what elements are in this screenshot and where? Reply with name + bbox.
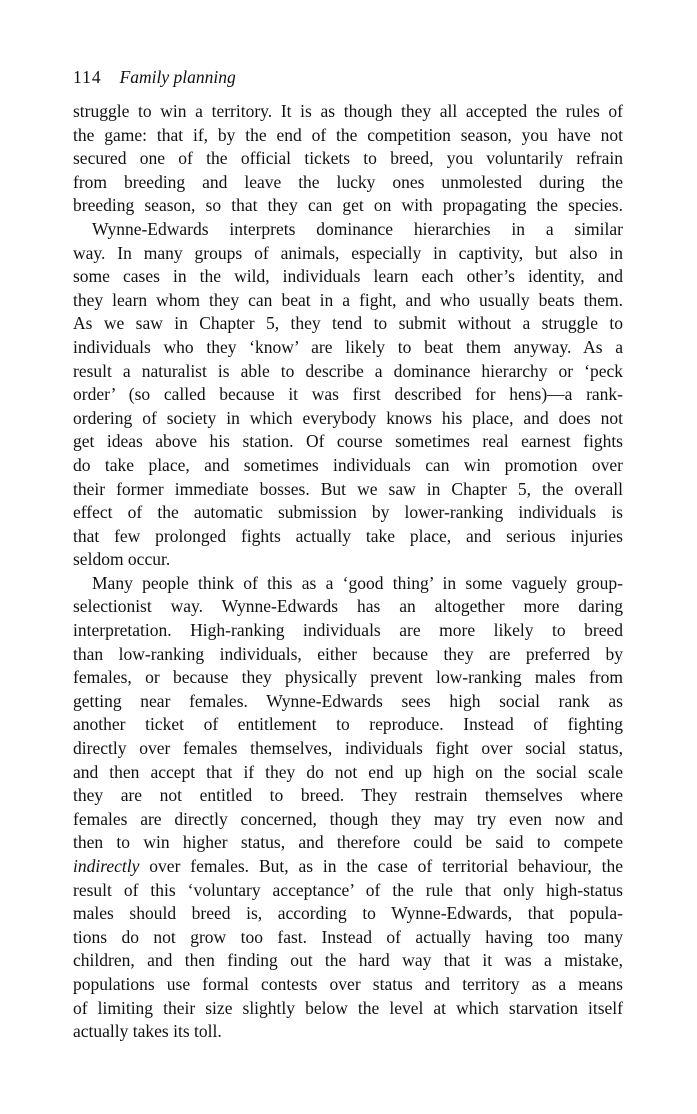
paragraph-1 — [73, 100, 623, 218]
running-header — [73, 66, 623, 88]
text-line: females are directly concerned, though they may try even now and — [73, 808, 623, 829]
text-line: result a naturalist is able to describe a dominance hierarchy or ‘peck — [73, 360, 623, 381]
text-line: then to win higher status, and therefore could be said to compete — [73, 832, 623, 853]
text-line: breeding season, so that they can get on with propagating the species. — [73, 195, 623, 216]
text-line: directly over females themselves, individuals fight over social status, — [73, 738, 623, 759]
text-line: As we saw in Chapter 5, they tend to submit without a struggle to — [73, 313, 623, 334]
text-line: seldom occur. — [73, 549, 171, 570]
text-line: and then accept that if they do not end up high on the social scale — [73, 761, 623, 782]
paragraph-3 — [73, 572, 623, 1044]
text-line: individuals who they ‘know’ are likely to beat them anyway. As a — [73, 336, 623, 357]
text-line: of limiting their size slightly below the level at which starvation itself — [73, 997, 623, 1018]
book-page — [73, 66, 623, 1044]
text-fragment: over females. But, as in the case of territorial behaviour, the — [139, 856, 623, 876]
text-line: Wynne-Edwards interprets dominance hierarchies in a similar — [92, 218, 623, 239]
text-line: getting near females. Wynne-Edwards sees high social rank as — [73, 690, 623, 711]
text-line: struggle to win a territory. It is as though they all accepted the rules of — [73, 101, 623, 121]
emphasis-word: indirectly — [73, 856, 140, 876]
text-line: secured one of the official tickets to breed, you voluntarily refrain — [73, 148, 623, 169]
text-line: another ticket of entitlement to reproduce. Instead of fighting — [73, 714, 623, 735]
text-line: selectionist way. Wynne-Edwards has an altogether more daring — [73, 596, 623, 617]
text-line: than low-ranking individuals, either because they are preferred by — [73, 643, 623, 664]
text-line: way. In many groups of animals, especially in captivity, but also in — [73, 242, 623, 263]
text-line: populations use formal contests over status and territory as a means — [73, 973, 623, 994]
text-line: interpretation. High-ranking individuals are more likely to breed — [73, 620, 623, 641]
text-line: their former immediate bosses. But we saw in Chapter 5, the overall — [73, 478, 623, 499]
paragraph-2 — [73, 218, 623, 572]
text-line: order’ (so called because it was first described for hens)—a rank- — [73, 384, 623, 405]
text-line: actually takes its toll. — [73, 1021, 222, 1042]
text-line: females, or because they physically prevent low-ranking males from — [73, 667, 623, 688]
text-line: result of this ‘voluntary acceptance’ of the rule that only high-status — [73, 879, 623, 900]
text-line: the game: that if, by the end of the competition season, you have not — [73, 124, 623, 145]
text-line: effect of the automatic submission by lower-ranking individuals is — [73, 502, 623, 523]
text-line: some cases in the wild, individuals learn each other’s identity, and — [73, 266, 623, 287]
text-line-italic — [73, 855, 623, 879]
text-line: ordering of society in which everybody knows his place, and does not — [73, 407, 623, 428]
text-line: that few prolonged fights actually take place, and serious injuries — [73, 525, 623, 546]
text-line: from breeding and leave the lucky ones unmolested during the — [73, 171, 623, 192]
text-line: they learn whom they can beat in a fight, and who usually beats them. — [73, 289, 623, 310]
text-line: they are not entitled to breed. They restrain themselves where — [73, 785, 623, 806]
text-line: tions do not grow too fast. Instead of actually having too many — [73, 926, 623, 947]
text-line: children, and then finding out the hard way that it was a mistake, — [73, 950, 623, 971]
text-line: get ideas above his station. Of course sometimes real earnest fights — [73, 431, 623, 452]
page-number: 114 — [73, 67, 102, 87]
text-line: males should breed is, according to Wynne-Edwards, that popula- — [73, 903, 623, 924]
text-line: do take place, and sometimes individuals can win promotion over — [73, 454, 623, 475]
running-title: Family planning — [119, 67, 236, 87]
text-line: Many people think of this as a ‘good thing’ in some vaguely group- — [92, 572, 623, 593]
